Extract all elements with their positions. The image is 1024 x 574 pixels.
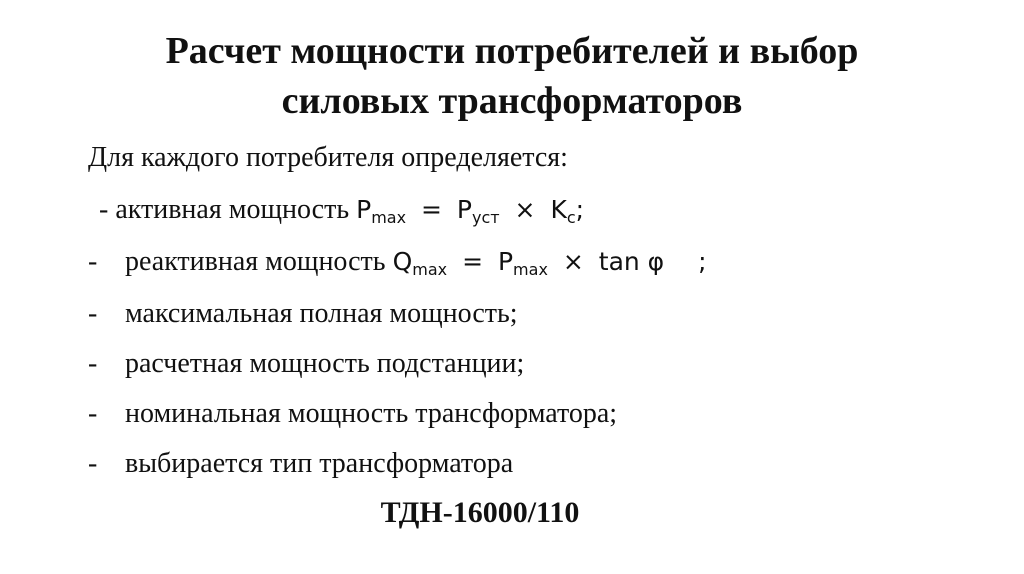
item-max-apparent-power [88,296,518,332]
item-dash: - [99,194,109,225]
reactive-power-formula: $Q_{max} = P_{max} \times \tan \varphi$ ; [392,247,707,279]
title-line-1: Расчет мощности потребителей и выбор [165,30,859,72]
item-substation-power [88,346,524,382]
item-label: максимальная полная мощность; [125,298,518,329]
item-dash: - [88,348,98,379]
title-line-2: силовых трансформаторов [281,80,743,122]
intro-text: Для каждого потребителя определяется: [88,142,568,173]
item-dash: - [88,246,98,277]
active-power-formula: $P_{max} = P_{уст} \times K_c$; [356,195,585,227]
item-transformer-rating [88,396,617,432]
item-dash: - [88,448,98,479]
item-dash: - [88,298,98,329]
transformer-model: ТДН-16000/110 [380,496,580,529]
item-reactive-power [88,244,707,288]
item-transformer-type [88,446,513,482]
item-active-power [99,192,584,236]
item-label: номинальная мощность трансформатора; [125,398,618,429]
item-label: реактивная мощность [125,246,386,277]
item-label: выбирается тип трансформатора [125,448,514,479]
item-label: расчетная мощность подстанции; [125,348,525,379]
slide-title [0,26,1024,126]
item-dash: - [88,398,98,429]
item-label: активная мощность [115,194,350,225]
